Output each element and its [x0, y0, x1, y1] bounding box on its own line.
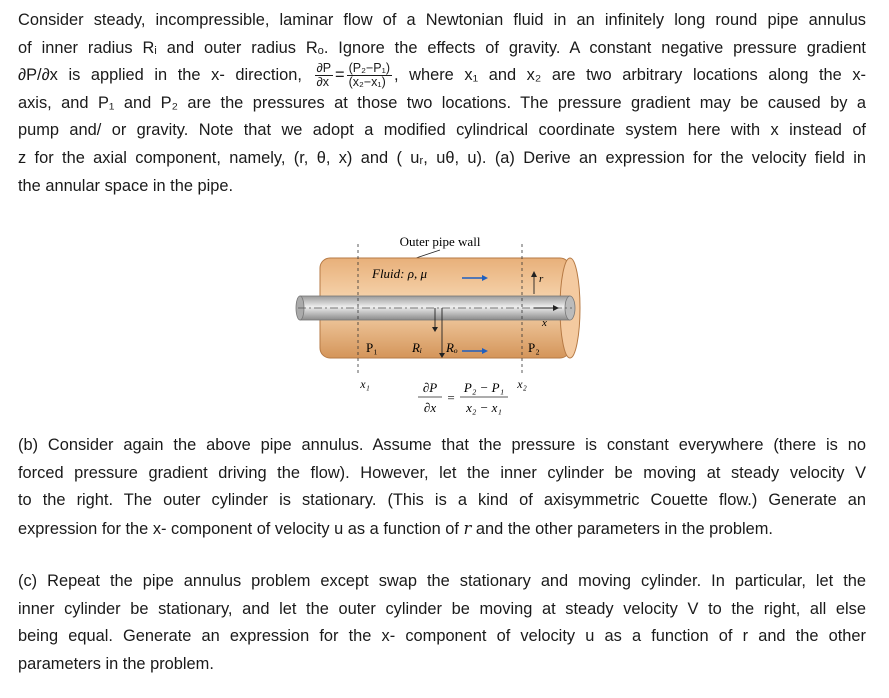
- part-a-line-6: z for the axial component, namely, (r, θ, x) and ( uᵣ, uθ, u). (a) Derive an expression for the velocity field in: [18, 148, 866, 167]
- part-b-paragraph: [18, 432, 866, 543]
- r-axis-label: r: [539, 273, 544, 285]
- part-a-paragraph: [18, 7, 866, 200]
- part-b-line-4-suffix: and the other parameters in the problem.: [471, 519, 773, 538]
- part-b-line-3: to the right. The outer cylinder is stationary. (This is a kind of axisymmetric Couette flow.) Generate an: [18, 491, 866, 510]
- part-c-line-3: being equal. Generate an expression for the x- component of velocity u as a function of r and the other: [18, 627, 866, 646]
- equation-dp: ∂P: [422, 380, 438, 395]
- pipe-annulus-diagram: [290, 226, 590, 426]
- p2-label: P₂: [528, 340, 540, 355]
- equation-pressure-difference: P₂ − P₁: [463, 380, 505, 395]
- pressure-difference-fraction: [347, 62, 392, 89]
- equation-position-difference: x₂ − x₁: [466, 400, 502, 415]
- fluid-properties-label: Fluid: ρ, μ: [372, 266, 428, 281]
- outer-wall-label: Outer pipe wall: [399, 234, 481, 249]
- p1-label: P₁: [366, 340, 378, 355]
- position-difference-denominator: (x₂−x₁): [348, 75, 386, 90]
- equals-sign: =: [335, 66, 345, 85]
- part-c-line-4: parameters in the problem.: [18, 654, 214, 673]
- part-a-line-5: pump and/ or gravity. Note that we adopt a modified cylindrical coordinate system here with x instead of: [18, 121, 866, 140]
- dx-denominator: ∂x: [316, 75, 329, 90]
- pipe-annulus-figure: [290, 226, 590, 426]
- part-b-line-4: [18, 515, 866, 544]
- dp-numerator: ∂P: [316, 61, 332, 76]
- dp-dx-fraction: [315, 62, 334, 89]
- part-c-line-1: (c) Repeat the pipe annulus problem except swap the stationary and moving cylinder. In particular, let the: [18, 572, 866, 590]
- part-a-line-7: the annular space in the pipe.: [18, 176, 234, 195]
- locations-clause: , where x₁ and x₂ are two arbitrary locations along the x-: [393, 66, 866, 85]
- radial-variable: r: [463, 518, 472, 538]
- part-b-line-4-prefix: expression for the x- component of velocity u as a function of: [18, 519, 464, 538]
- x1-label: x₁: [360, 377, 370, 391]
- ro-label: Rₒ: [446, 340, 458, 355]
- x2-label: x₂: [517, 377, 527, 391]
- x-axis-label: x: [542, 317, 547, 329]
- part-b-line-1: (b) Consider again the above pipe annulus. Assume that the pressure is constant everywhere (there is no: [18, 436, 866, 454]
- pressure-gradient-intro: ∂P/∂x is applied in the x- direction,: [18, 66, 302, 85]
- equation-dx: ∂x: [423, 400, 437, 415]
- part-a-line-3: [18, 62, 866, 90]
- part-c-paragraph: [18, 568, 866, 678]
- part-b-line-2: forced pressure gradient driving the flow). However, let the inner cylinder be moving at steady velocity V: [18, 463, 866, 482]
- pressure-difference-numerator: (P₂−P₁): [348, 61, 390, 76]
- part-a-line-4: axis, and P₁ and P₂ are the pressures at those two locations. The pressure gradient may be caused by a: [18, 93, 866, 112]
- part-a-line-2: of inner radius Rᵢ and outer radius Rₒ. Ignore the effects of gravity. A constant negative pressure gradient: [18, 38, 866, 57]
- ri-label: Rᵢ: [412, 340, 422, 355]
- equation-equals: =: [447, 390, 455, 405]
- part-a-line-1: Consider steady, incompressible, laminar flow of a Newtonian fluid in an infinitely long round pipe annulus: [18, 11, 866, 29]
- part-c-line-2: inner cylinder be stationary, and let the outer cylinder be moving at steady velocity V to the right, all else: [18, 599, 866, 618]
